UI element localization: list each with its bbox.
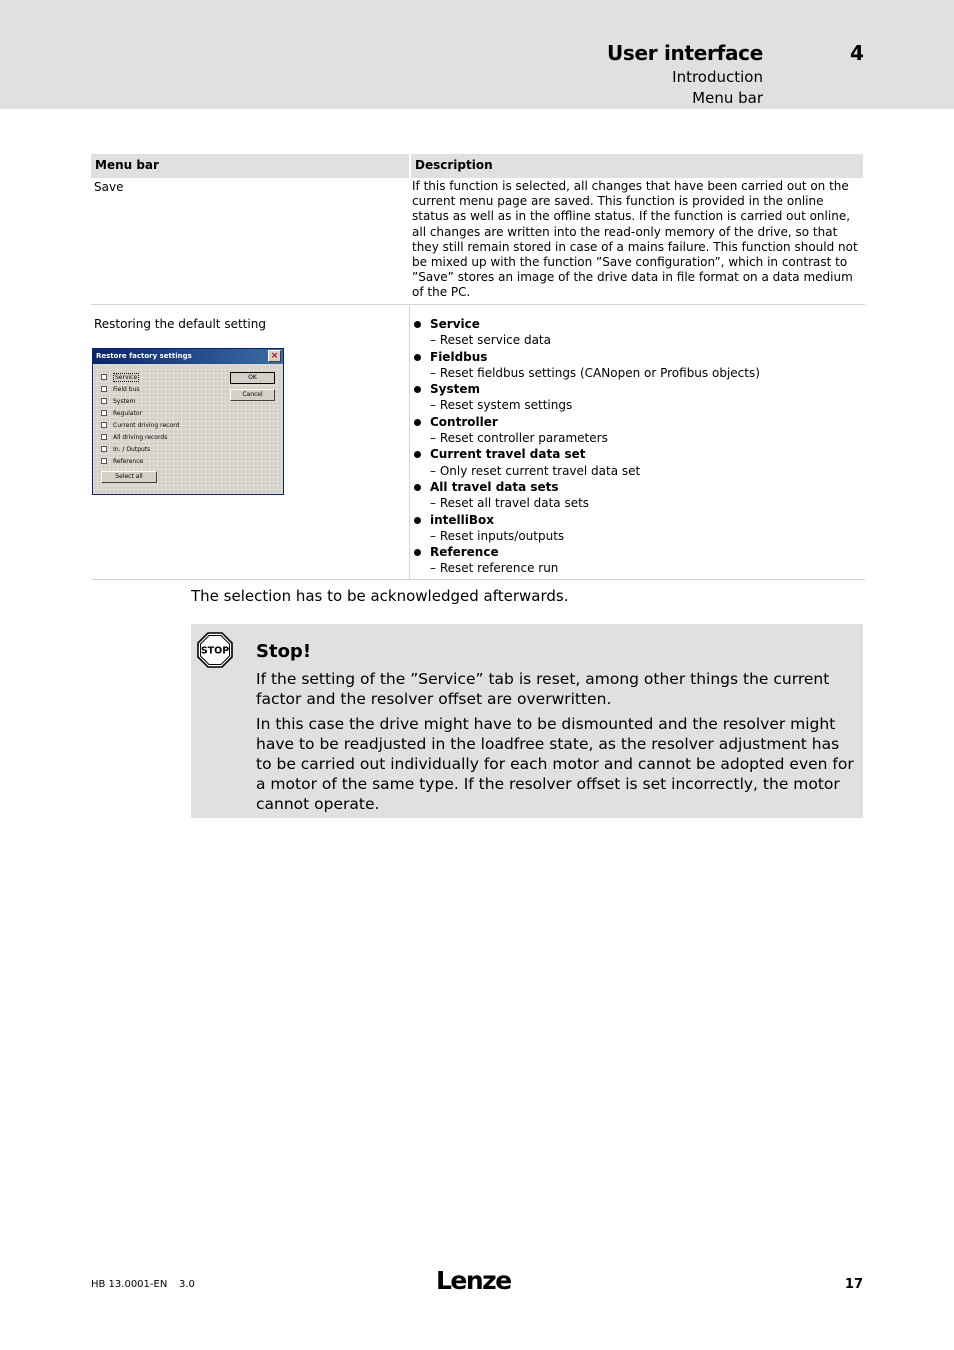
checkbox-all-driving-records[interactable]: All driving records [101, 432, 167, 442]
chapter-number: 4 [850, 41, 864, 65]
lenze-logo [436, 1262, 516, 1296]
checkbox-regulator[interactable]: Regulator [101, 408, 142, 418]
checkbox-current-driving-record[interactable]: Current driving record [101, 420, 179, 430]
document-id: HB 13.0001-EN [91, 1279, 168, 1290]
stop-title: Stop! [256, 641, 312, 662]
list-item: intelliBox – Reset inputs/outputs [413, 512, 863, 545]
bullet-icon [414, 386, 421, 393]
close-icon[interactable]: × [268, 350, 281, 362]
checkbox-icon[interactable] [101, 398, 107, 404]
dialog-titlebar [93, 349, 283, 364]
checkbox-icon[interactable] [101, 374, 107, 380]
list-item: System – Reset system settings [413, 381, 863, 414]
list-item: Reference – Reset reference run [413, 544, 863, 577]
chapter-title: User interface [606, 41, 763, 65]
bullet-icon [414, 484, 421, 491]
bullet-icon [414, 517, 421, 524]
checkbox-in-outputs[interactable]: In. / Outputs [101, 444, 150, 454]
stop-paragraph-2: In this case the drive might have to be dismounted and the resolver might have to be readjusted in the loadfree state, as the resolver adjustment has to be carried out individually for each motor and cannot be adopted even for a motor of the same type. If the resolver offset is set incorrectly, the motor cannot operate. [256, 715, 854, 813]
table-header-menu-bar: Menu bar [91, 154, 409, 178]
restore-factory-settings-dialog [92, 348, 284, 495]
stop-sign-icon [197, 632, 233, 668]
bullet-icon [414, 451, 421, 458]
checkbox-system[interactable]: System [101, 396, 135, 406]
checkbox-icon[interactable] [101, 458, 107, 464]
row-label-restore: Restoring the default setting [94, 317, 266, 331]
bullet-icon [414, 354, 421, 361]
cancel-button[interactable]: Cancel [230, 389, 275, 401]
page-number: 17 [844, 1277, 863, 1292]
dialog-body [93, 364, 283, 494]
list-item: Controller – Reset controller parameters [413, 414, 863, 447]
stop-icon-label: STOP [200, 645, 230, 657]
bullet-icon [414, 549, 421, 556]
table-bottom-rule [91, 579, 865, 580]
checkbox-service[interactable]: Service [101, 372, 139, 382]
section-title: Introduction [672, 68, 763, 86]
subsection-title: Menu bar [692, 89, 763, 107]
document-version: 3.0 [179, 1279, 195, 1290]
bullet-icon [414, 321, 421, 328]
bullet-icon [414, 419, 421, 426]
select-all-button[interactable]: Select all [101, 471, 157, 483]
page-header [0, 0, 954, 109]
checkbox-field-bus[interactable]: Field bus [101, 384, 140, 394]
list-item: All travel data sets – Reset all travel data sets [413, 479, 863, 512]
checkbox-icon[interactable] [101, 446, 107, 452]
checkbox-icon[interactable] [101, 386, 107, 392]
list-item: Current travel data set – Only reset current travel data set [413, 446, 863, 479]
stop-paragraph-1: If the setting of the ”Service” tab is reset, among other things the current factor and the resolver offset are overwritten. [256, 670, 830, 708]
stop-warning-box [191, 624, 863, 818]
table-header-description: Description [411, 154, 863, 178]
checkbox-reference[interactable]: Reference [101, 456, 143, 466]
row-divider [91, 304, 865, 305]
list-item: Fieldbus – Reset fieldbus settings (CANopen or Profibus objects) [413, 349, 863, 382]
ok-button[interactable]: OK [230, 372, 275, 384]
dialog-title: Restore factory settings [96, 352, 192, 360]
column-divider [409, 305, 410, 579]
restore-options-list [413, 316, 863, 577]
acknowledge-note: The selection has to be acknowledged afterwards. [191, 587, 569, 605]
row-label-save: Save [94, 180, 124, 194]
row-description-save: If this function is selected, all changes that have been carried out on the current menu page are saved. This function is provided in the online status as well as in the offline status. If the function is carried out online, all changes are written into the read-only memory of the drive, so that they still remain stored in case of a mains failure. This function should not be mixed up with the function ”Save configuration”, which in contrast to ”Save” stores an image of the drive data in file format on a data medium of the PC. [412, 179, 858, 300]
checkbox-icon[interactable] [101, 410, 107, 416]
checkbox-icon[interactable] [101, 434, 107, 440]
logo-text: Lenze [436, 1266, 511, 1295]
list-item: Service – Reset service data [413, 316, 863, 349]
checkbox-icon[interactable] [101, 422, 107, 428]
